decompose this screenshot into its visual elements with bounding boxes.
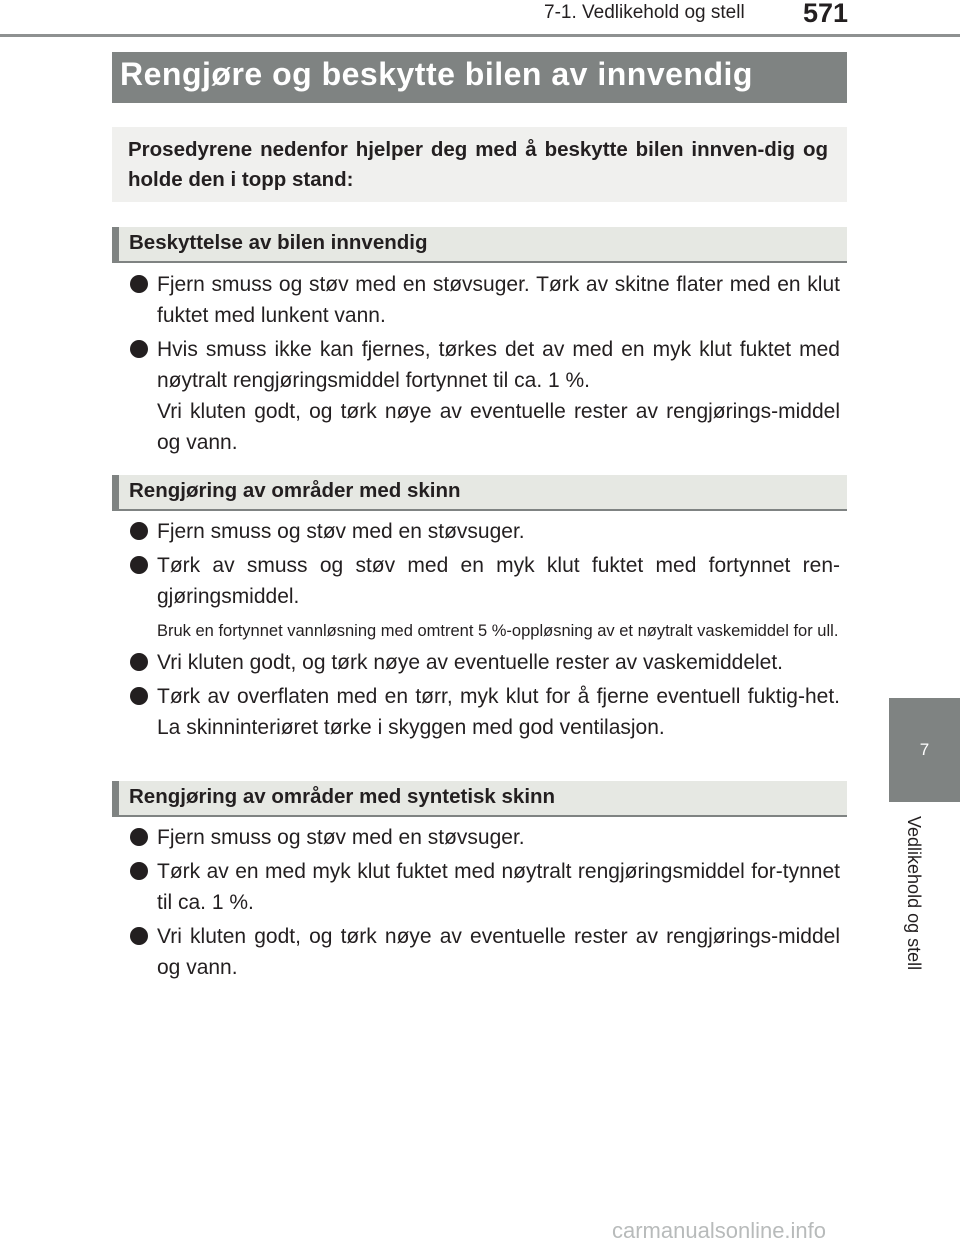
list-item-text: Hvis smuss ikke kan fjernes, tørkes det av med en myk klut fuktet med nøytralt rengjøringsmiddel fortynnet til ca. 1 %.	[157, 338, 840, 392]
section-body-leather	[130, 516, 840, 743]
intro-box	[112, 127, 847, 202]
section-heading-label: Rengjøring av områder med skinn	[129, 479, 461, 502]
section-heading-synthetic-leather	[112, 781, 847, 817]
section-heading-leather	[112, 475, 847, 511]
list-item	[130, 334, 840, 458]
bullet-icon	[130, 556, 148, 574]
bullet-icon	[130, 862, 148, 880]
heading-accent	[112, 475, 119, 509]
list-item	[130, 516, 840, 547]
chapter-tab	[889, 698, 960, 802]
list-item	[130, 647, 840, 678]
list-item-text: Tørk av en med myk klut fuktet med nøytralt rengjøringsmiddel for-tynnet til ca. 1 %.	[157, 860, 840, 914]
list-item	[130, 856, 840, 918]
header-divider	[0, 34, 960, 37]
section-body-protection	[130, 269, 840, 458]
bullet-icon	[130, 522, 148, 540]
bullet-icon	[130, 275, 148, 293]
list-item-text: Fjern smuss og støv med en støvsuger.	[157, 520, 525, 543]
bullet-icon	[130, 340, 148, 358]
list-item	[130, 269, 840, 331]
page-number: 571	[803, 0, 849, 28]
bullet-icon	[130, 927, 148, 945]
chapter-number: 7	[919, 740, 930, 759]
list-item-text-continued: Vri kluten godt, og tørk nøye av eventuelle rester av rengjørings-middel og vann.	[157, 400, 840, 454]
bullet-icon	[130, 653, 148, 671]
section-heading-protection	[112, 227, 847, 263]
heading-accent	[112, 227, 119, 261]
section-body-synthetic-leather	[130, 822, 840, 983]
list-item-note: Bruk en fortynnet vannløsning med omtrent 5 %-oppløsning av et nøytralt vaskemiddel for ull.	[157, 622, 839, 640]
header-section-title: 7-1. Vedlikehold og stell	[544, 2, 745, 23]
heading-accent	[112, 781, 119, 815]
section-heading-label: Beskyttelse av bilen innvendig	[129, 231, 428, 254]
page-title-bar	[112, 52, 847, 103]
intro-text: Prosedyrene nedenfor hjelper deg med å beskytte bilen innven-dig og holde den i topp stand:	[128, 138, 828, 191]
page-title: Rengjøre og beskytte bilen av innvendig	[120, 56, 753, 92]
chapter-label-vertical	[904, 816, 939, 988]
list-item-text: Tørk av smuss og støv med en myk klut fuktet med fortynnet ren-gjøringsmiddel.	[157, 554, 840, 608]
bullet-icon	[130, 687, 148, 705]
list-item	[130, 822, 840, 853]
chapter-label-text: Vedlikehold og stell	[904, 816, 924, 971]
watermark: carmanualsonline.info	[612, 1218, 827, 1243]
list-item-text: Fjern smuss og støv med en støvsuger.	[157, 826, 525, 849]
list-item	[130, 921, 840, 983]
list-item	[130, 550, 840, 612]
list-item-text: Vri kluten godt, og tørk nøye av eventuelle rester av rengjørings-middel og vann.	[157, 925, 840, 979]
bullet-icon	[130, 828, 148, 846]
list-item	[130, 681, 840, 743]
list-item-text: Fjern smuss og støv med en støvsuger. Tørk av skitne flater med en klut fuktet med lunkent vann.	[157, 273, 840, 327]
list-item-text: Vri kluten godt, og tørk nøye av eventuelle rester av vaskemiddelet.	[157, 651, 784, 674]
list-item-text: Tørk av overflaten med en tørr, myk klut for å fjerne eventuell fuktig-het. La skinninteriøret tørke i skyggen med god ventilasjon.	[157, 685, 840, 739]
section-heading-label: Rengjøring av områder med syntetisk skinn	[129, 785, 556, 808]
